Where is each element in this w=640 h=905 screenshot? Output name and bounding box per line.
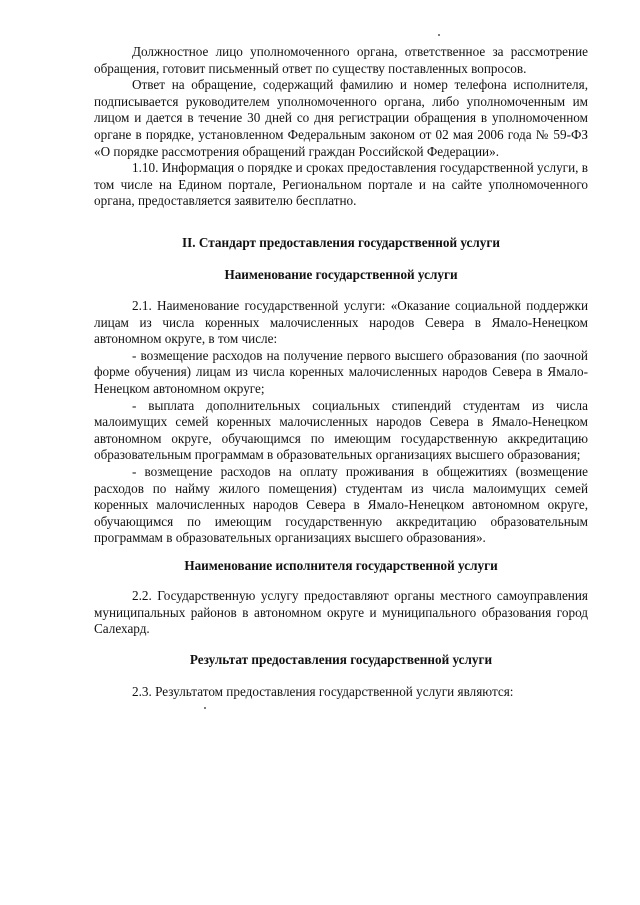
paragraph-2-1-name: 2.1. Наименование государственной услуги: «Оказание социальной поддержки лицам из числа коренных малочисленных народов Севера в Ямало-Ненецком автономном округе, в том числе: xyxy=(94,298,588,347)
paragraph-answer-signing: Ответ на обращение, содержащий фамилию и номер телефона исполнителя, подписывается руководителем уполномоченного органа, либо уполномоченным им лицом и дается в течение 30 дней со дня регистрации обращения в уполномоченном органе в порядке, установленном Федеральным законом от 02 мая 2006 года № 59-ФЗ «О порядке рассмотрения обращений граждан Российской Федерации». xyxy=(94,77,588,159)
subsection-service-name-heading: Наименование государственной услуги xyxy=(224,267,458,282)
paragraph-official-answer: Должностное лицо уполномоченного органа, ответственное за рассмотрение обращения, готовит письменный ответ по существу поставленных вопросов. xyxy=(94,44,588,76)
subsection-service-name-heading-wrap xyxy=(94,267,588,284)
list-item-higher-education-reimbursement: - возмещение расходов на получение первого высшего образования (по заочной форме обучения) лицам из числа коренных малочисленных народов Севера в Ямало-Ненецком автономном округе; xyxy=(94,347,588,396)
document-page xyxy=(94,0,588,905)
subsection-result-heading-wrap xyxy=(94,652,588,669)
list-item-additional-stipends: - выплата дополнительных социальных стипендий студентам из числа малоимущих семей коренных малочисленных народов Севера в Ямало-Ненецком автономном округе, обучающимся по имеющим государственную аккредитацию образовательным программам в образовательных организациях высшего образования; xyxy=(94,397,588,463)
scan-speck xyxy=(438,34,440,36)
section-ii-heading: II. Стандарт предоставления государственной услуги xyxy=(182,235,500,250)
paragraph-2-3-result: 2.3. Результатом предоставления государственной услуги являются: xyxy=(132,684,514,699)
paragraph-2-2-executors: 2.2. Государственную услугу предоставляют органы местного самоуправления муниципальных районов в автономном округе и муниципального образования город Салехард. xyxy=(94,588,588,637)
subsection-executor-heading-wrap xyxy=(94,558,588,575)
section-ii-heading-wrap xyxy=(94,235,588,252)
intro-section xyxy=(94,44,588,210)
subsection-service-name-body xyxy=(94,298,588,547)
subsection-result-heading: Результат предоставления государственной услуги xyxy=(189,652,493,667)
list-item-dormitory-reimbursement: - возмещение расходов на оплату проживания в общежитиях (возмещение расходов по найму жилого помещения) студентам из числа малоимущих семей коренных малочисленных народов Севера в Ямало-Ненецком автономном округе, обучающимся по имеющим государственную аккредитацию образовательным программам в образовательных организациях высшего образования». xyxy=(94,463,588,546)
subsection-executor-body xyxy=(94,588,588,638)
paragraph-1-10-information: 1.10. Информация о порядке и сроках предоставления государственной услуги, в том числе на Едином портале, Региональном портале и на сайте уполномоченного органа, предоставляется заявителю бесплатно. xyxy=(94,160,588,209)
subsection-result-body xyxy=(94,684,588,701)
scan-speck xyxy=(204,707,206,709)
subsection-executor-heading: Наименование исполнителя государственной услуги xyxy=(184,558,498,573)
